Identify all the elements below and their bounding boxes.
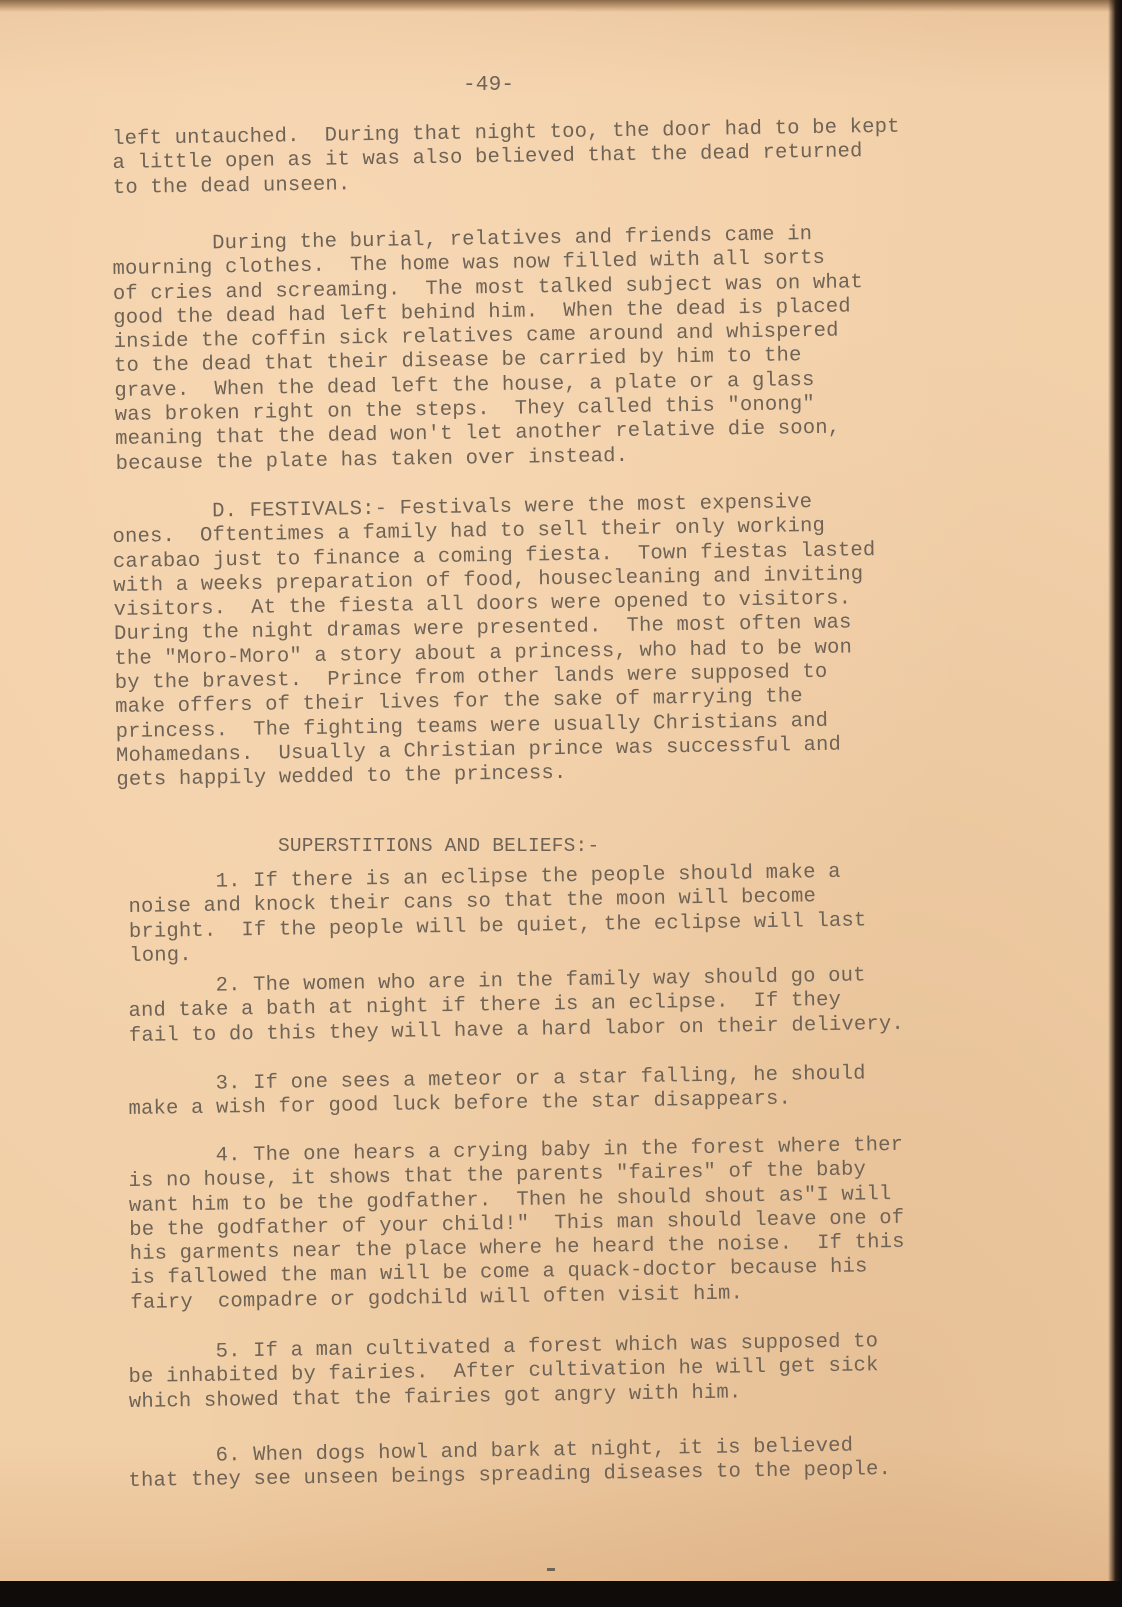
- belief-item-5: 5. If a man cultivated a forest which was supposed to be inhabited by fairies. After cultivation he will get sick which showed that the fairies got angry with him.: [128, 1330, 879, 1414]
- paragraph-festivals: D. FESTIVALS:- Festivals were the most expensive ones. Oftentimes a family had to sell their only working carabao just to finance a coming fiesta. Town fiestas lasted with a weeks preparation of food, housecleaning and inviting visitors. At the fiesta all doors were opened to visitors. During the night dramas were presented. The most often was the "Moro-Moro" a story about a princess, who had to be won by the bravest. Prince from other lands were supposed to make offers of their lives for the sake of marrying the princess. The fighting teams were usually Christians and Mohamedans. Usually a Christian prince was successful and gets happily wedded to the princess.: [112, 491, 876, 793]
- footer-dash-mark: [547, 1568, 555, 1571]
- paper-top-edge: [0, 0, 1122, 12]
- paper-right-edge: [1108, 0, 1122, 1607]
- belief-item-1: 1. If there is an eclipse the people should make a noise and knock their cans so that the moon will become bright. If the people will be quiet, the eclipse will last long.: [128, 860, 867, 968]
- paragraph-burial: During the burial, relatives and friends came in mourning clothes. The home was now filled with all sorts of cries and screaming. The most talked subject was on what good the dead had left behind him. When the dead is placed inside the coffin sick relatives came around and whispered to the dead that their disease be carried by him to the grave. When the dead left the house, a plate or a glass was broken right on the steps. They called this "onong" meaning that the dead won't let another relative die soon, because the plate has taken over instead.: [112, 223, 864, 476]
- section-heading: SUPERSTITIONS AND BELIEFS:-: [278, 835, 600, 857]
- paragraph-continuation: left untauched. During that night too, the door had to be kept a little open as it was also believed that the dead returned to the dead unseen.: [112, 115, 900, 200]
- belief-item-2: 2. The women who are in the family way should go out and take a bath at night if there is an eclipse. If they fail to do this they will have a hard labor on their delivery.: [128, 964, 905, 1048]
- belief-item-3: 3. If one sees a meteor or a star falling, he should make a wish for good luck before the star disappears.: [128, 1062, 866, 1122]
- belief-item-4: 4. The one hears a crying baby in the forest where ther is no house, it shows that the parents "faires" of the baby want him to be the godfather. Then he should shout as"I will be the godfather of your child!" This man should leave one of his garments near the place where he heard the noise. If this is fallowed the man will be come a quack-doctor because his fairy compadre or godchild will often visit him.: [128, 1133, 905, 1315]
- paper-bottom-edge: [0, 1581, 1122, 1607]
- belief-item-6: 6. When dogs howl and bark at night, it is believed that they see unseen beings spreading diseases to the people.: [128, 1434, 892, 1494]
- page-number: -49-: [463, 74, 515, 97]
